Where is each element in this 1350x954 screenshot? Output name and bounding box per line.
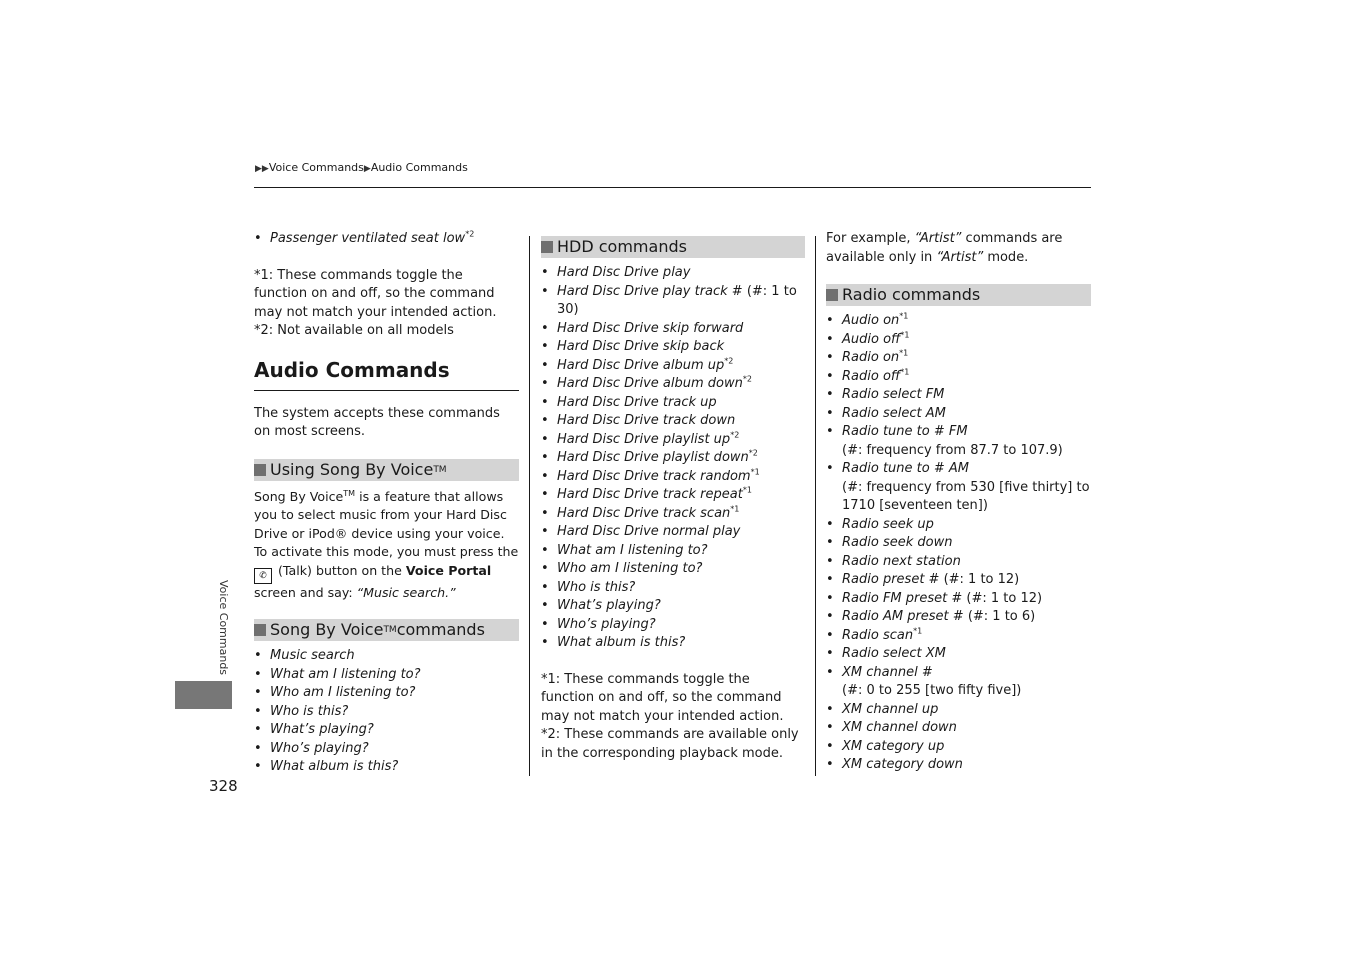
bullet: • (541, 579, 549, 595)
list-item (541, 579, 805, 598)
command-text: Hard Disc Drive playlist up (557, 431, 731, 447)
command-text: Music search (270, 648, 355, 663)
list-item (254, 758, 519, 777)
list-item (826, 738, 1091, 757)
bullet: • (541, 616, 549, 632)
command-text: Hard Disc Drive track up (557, 394, 717, 410)
bullet: • (541, 505, 549, 521)
bullet: • (826, 609, 834, 624)
square-icon (826, 289, 838, 301)
command-text: Radio select XM (842, 646, 946, 661)
list-item (254, 740, 519, 759)
footnote-ref: *1 (730, 504, 740, 514)
command-text: What am I listening to? (557, 542, 708, 558)
command-text: Radio select AM (842, 405, 946, 421)
bullet: • (541, 376, 549, 391)
list-item (826, 719, 1091, 738)
bullet: • (826, 646, 834, 661)
list-item (541, 283, 805, 320)
square-icon (541, 241, 553, 253)
bullet: • (826, 738, 834, 754)
bullet: • (826, 701, 834, 717)
bullet: • (541, 487, 549, 502)
bullet: • (541, 320, 549, 336)
list-item (826, 516, 1091, 535)
column-right (826, 230, 1091, 775)
command-text: Hard Disc Drive playlist down (557, 450, 749, 465)
command-text: Radio on (842, 350, 900, 365)
command-list (826, 312, 1091, 775)
list-item (254, 666, 519, 685)
command-note: (#: frequency from 530 [five thirty] to 1710 [seventeen ten]) (842, 479, 1090, 513)
command-text: Radio AM preset # (842, 609, 964, 624)
footnote-ref: *2 (730, 430, 740, 440)
breadcrumb (255, 161, 468, 174)
list-item (254, 721, 519, 740)
command-note: (#: frequency from 87.7 to 107.9) (842, 442, 1063, 458)
list-item (541, 523, 805, 542)
bullet: • (541, 394, 549, 410)
command-text: Radio scan (842, 627, 914, 643)
command-text: Radio next station (842, 553, 961, 569)
bullet: • (826, 516, 834, 532)
command-text: Radio off (842, 368, 901, 384)
command-text: XM channel down (842, 720, 957, 735)
page-number: 328 (209, 777, 238, 795)
command-text: Audio on (842, 313, 900, 328)
command-text: Radio tune to # FM (842, 424, 968, 439)
list-item (826, 608, 1091, 627)
list-item (826, 534, 1091, 553)
command-text: Radio tune to # AM (842, 461, 969, 476)
bullet: • (826, 664, 834, 680)
footnote-ref: *1 (750, 467, 760, 477)
footnote-ref: *1 (742, 485, 752, 495)
column-left (254, 230, 519, 777)
column-divider (815, 236, 816, 776)
list-item (826, 756, 1091, 775)
command-note: (#: 1 to 30) (557, 283, 797, 317)
bullet: • (541, 413, 549, 428)
list-item (254, 703, 519, 722)
list-item (541, 616, 805, 635)
breadcrumb-item[interactable]: Voice Commands (268, 161, 364, 174)
bullet: • (541, 635, 549, 650)
footnote-ref: *2 (742, 374, 752, 384)
list-item (541, 542, 805, 561)
command-text: Audio off (842, 331, 901, 347)
command-note: (#: 0 to 255 [two fifty five]) (842, 683, 1022, 698)
section-heading: Using Song By Voice TM (254, 459, 519, 481)
command-text: What album is this? (557, 635, 686, 650)
command-text: Hard Disc Drive album down (557, 376, 743, 391)
list-item (826, 460, 1091, 516)
list-item (826, 553, 1091, 572)
list-item (826, 664, 1091, 701)
list-item (254, 684, 519, 703)
footnote: *2: These commands are available only in the corresponding playback mode. (541, 727, 799, 761)
section-heading: Radio commands (826, 284, 1091, 306)
list-item (826, 331, 1091, 350)
command-text: Hard Disc Drive play (557, 265, 691, 280)
footnote-ref: *1 (913, 626, 923, 636)
footnote: *2: Not available on all models (254, 323, 454, 338)
bullet: • (826, 757, 834, 772)
command-text: Who’s playing? (270, 740, 369, 756)
list-item (541, 320, 805, 339)
list-item (541, 264, 805, 283)
bullet: • (541, 357, 549, 373)
list-item (541, 468, 805, 487)
list-item (826, 368, 1091, 387)
list-item (826, 627, 1091, 646)
list-item (541, 412, 805, 431)
bullet: • (254, 722, 262, 737)
command-text: Who am I listening to? (270, 685, 416, 700)
command-text: Radio select FM (842, 387, 945, 402)
footnote-ref: *1 (900, 330, 910, 340)
bullet: • (541, 339, 549, 354)
command-note: (#: 1 to 12) (939, 572, 1020, 587)
bullet: • (254, 666, 262, 682)
command-text: Radio seek down (842, 535, 953, 550)
bullet: • (826, 572, 834, 587)
bullet: • (254, 703, 262, 719)
list-item (541, 449, 805, 468)
footnote-ref: *2 (724, 356, 734, 366)
bullet: • (541, 431, 549, 447)
command-text: What’s playing? (270, 722, 374, 737)
bullet: • (254, 648, 262, 663)
list-item (254, 647, 519, 666)
bullet: • (826, 720, 834, 735)
bullet: • (541, 283, 549, 299)
command-text: Hard Disc Drive track down (557, 413, 736, 428)
footnote: *1: These commands toggle the function on and off, so the command may not match your intended action. (541, 671, 784, 724)
list-item: • Passenger ventilated seat low$^{*2}$ (254, 229, 475, 246)
intro-text: The system accepts these commands on most screens. (254, 405, 500, 439)
command-text: What am I listening to? (270, 666, 421, 682)
command-text: Hard Disc Drive skip forward (557, 320, 744, 336)
breadcrumb-item[interactable]: Audio Commands (370, 161, 468, 174)
list-item (541, 375, 805, 394)
command-text: Hard Disc Drive track scan (557, 505, 731, 521)
command-text: Hard Disc Drive normal play (557, 524, 741, 539)
command-text: XM channel up (842, 701, 939, 717)
list-item (826, 386, 1091, 405)
footnote: *1: These commands toggle the function on and off, so the command may not match your intended action. (254, 267, 497, 320)
command-text: Radio FM preset # (842, 590, 963, 606)
list-item (826, 590, 1091, 609)
list-item (541, 357, 805, 376)
talk-icon: ✆ (254, 568, 272, 584)
command-text: Hard Disc Drive skip back (557, 339, 725, 354)
triangle-right-icon: ▶ (363, 164, 371, 174)
list-item (541, 505, 805, 524)
bullet: • (826, 590, 834, 606)
bullet: • (541, 598, 549, 613)
command-text: What’s playing? (557, 598, 661, 613)
chapter-tab[interactable] (175, 681, 232, 709)
list-item (826, 701, 1091, 720)
list-item (541, 560, 805, 579)
bullet: • (826, 368, 834, 384)
list-item (826, 349, 1091, 368)
bullet: • (254, 759, 262, 774)
command-text: Hard Disc Drive play track # (557, 283, 743, 299)
command-text: Who am I listening to? (557, 561, 703, 576)
bullet: • (254, 685, 262, 700)
list-item (541, 634, 805, 653)
footnote-ref: *1 (899, 348, 909, 358)
list-item (541, 597, 805, 616)
bullet: • (826, 535, 834, 550)
command-text: Hard Disc Drive track random (557, 468, 751, 484)
list-item (541, 486, 805, 505)
list-item (541, 394, 805, 413)
intro-text: For example, “Artist” commands are available only in “Artist” mode. (826, 231, 1063, 265)
bullet: • (541, 524, 549, 539)
bullet: • (541, 542, 549, 558)
bullet: • (541, 561, 549, 576)
bullet: • (826, 313, 834, 328)
sbv-description: Song By Voice™ is a feature that allows you to select music from your Hard Disc Drive or iPod® device using your voice. (254, 488, 507, 541)
section-heading: HDD commands (541, 236, 805, 258)
command-text: Who is this? (557, 579, 636, 595)
square-icon (254, 624, 266, 636)
list-item (826, 312, 1091, 331)
command-note: (#: 1 to 6) (963, 609, 1036, 624)
bullet: • (826, 424, 834, 439)
command-text: Who is this? (270, 703, 349, 719)
bullet: • (826, 461, 834, 476)
list-item (826, 645, 1091, 664)
bullet: • (826, 627, 834, 643)
command-list (541, 264, 805, 653)
bullet: • (541, 265, 549, 280)
command-text: XM category up (842, 738, 945, 754)
list-item (826, 571, 1091, 590)
square-icon (254, 464, 266, 476)
triangle-right-icon: ▶▶ (255, 164, 269, 174)
command-text: XM category down (842, 757, 963, 772)
command-text: Hard Disc Drive track repeat (557, 487, 743, 502)
command-text: XM channel # (842, 664, 933, 680)
list-item (541, 431, 805, 450)
bullet: • (826, 387, 834, 402)
bullet: • (826, 331, 834, 347)
header-rule (254, 187, 1091, 188)
command-text: Radio preset # (842, 572, 940, 587)
page-title: Audio Commands (254, 357, 519, 391)
section-heading: Song By Voice TM commands (254, 619, 519, 641)
sbv-activation: To activate this mode, you must press the ✆ (Talk) button on the Voice Portal screen and say: “Music search.” (254, 544, 519, 600)
list-item (826, 405, 1091, 424)
side-section-label: Voice Commands (217, 580, 230, 676)
command-text: Radio seek up (842, 516, 934, 532)
column-divider (529, 236, 530, 776)
bullet: • (826, 350, 834, 365)
bullet: • (254, 740, 262, 756)
footnote-ref: *1 (900, 367, 910, 377)
footnote-ref: *1 (899, 311, 909, 321)
list-item (826, 423, 1091, 460)
bullet: • (826, 553, 834, 569)
command-text: What album is this? (270, 759, 399, 774)
bullet: • (541, 468, 549, 484)
command-text: Hard Disc Drive album up (557, 357, 725, 373)
command-list (254, 647, 519, 777)
column-middle (541, 230, 805, 763)
bullet-list (254, 230, 519, 249)
bullet: • (826, 405, 834, 421)
bullet: • (541, 450, 549, 465)
command-text: Who’s playing? (557, 616, 656, 632)
list-item (541, 338, 805, 357)
footnote-ref: *2 (748, 448, 758, 458)
command-note: (#: 1 to 12) (962, 590, 1043, 606)
